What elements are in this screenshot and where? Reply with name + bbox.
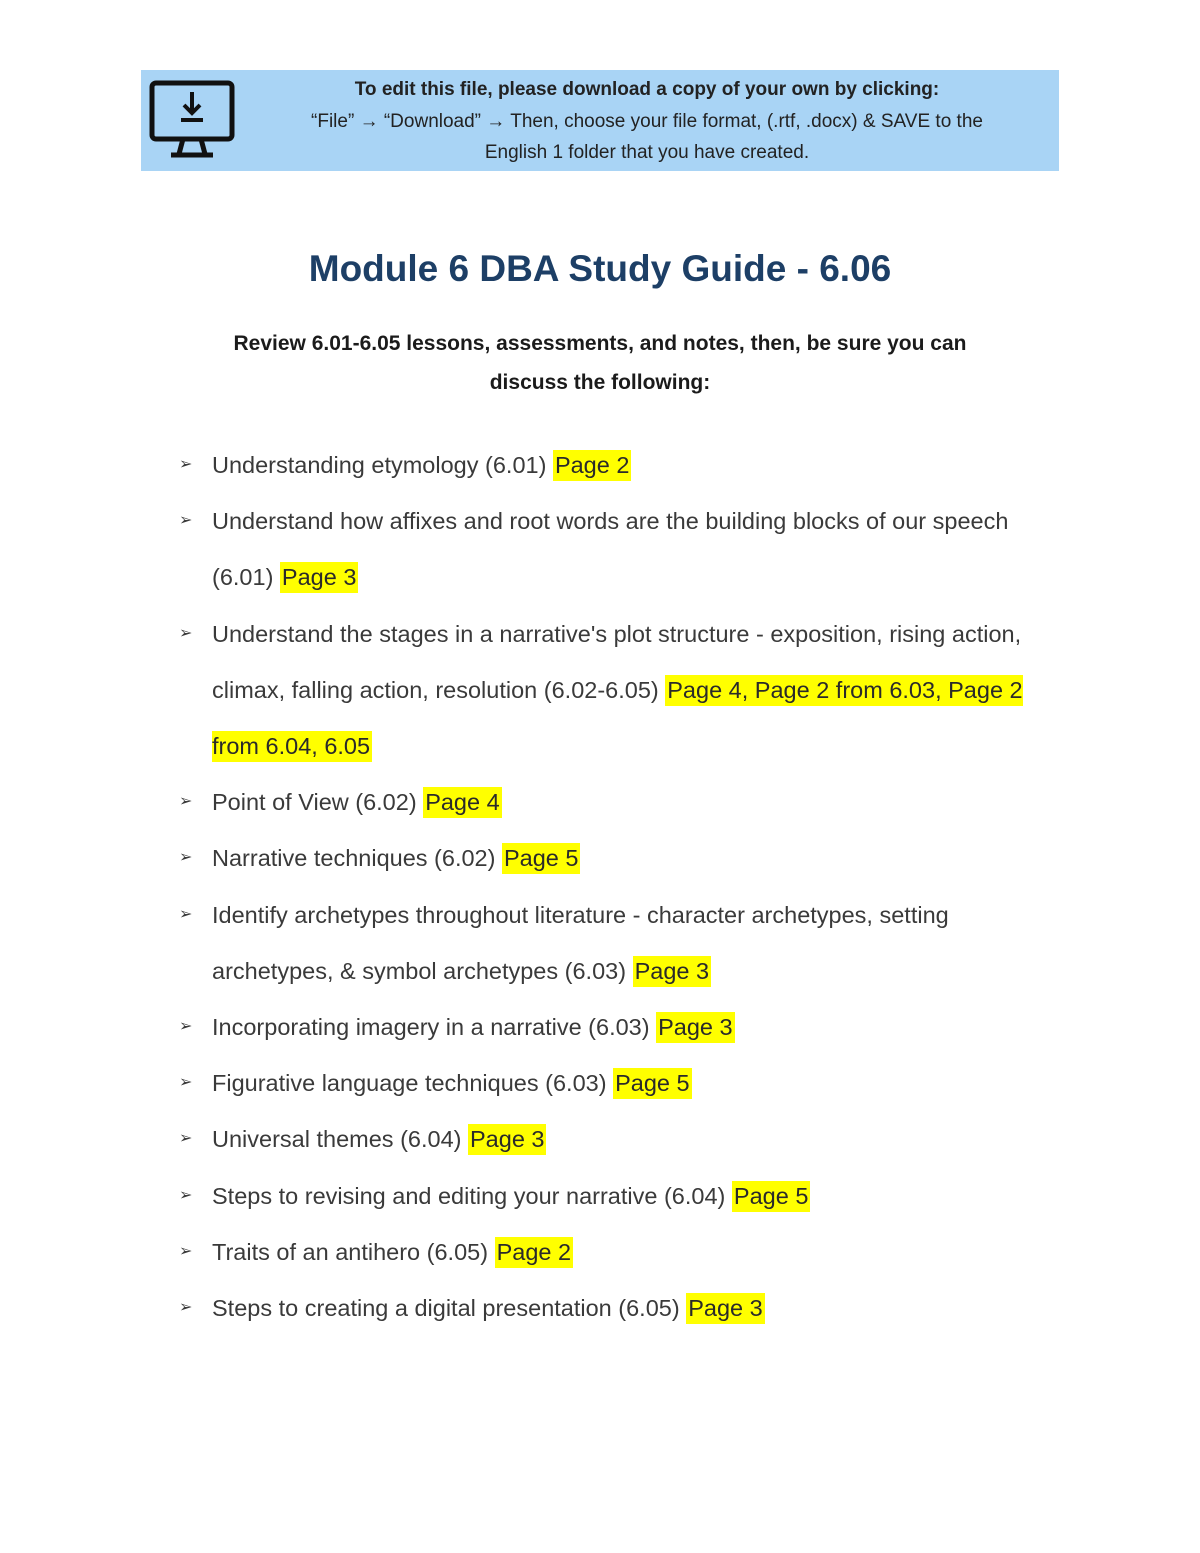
banner-instructions: “File” → “Download” → Then, choose your file format, (.rtf, .docx) & SAVE to the bbox=[311, 111, 983, 132]
list-item bbox=[0, 606, 1032, 775]
list-item bbox=[0, 1224, 1032, 1280]
arrow-bullet-icon: ➢ bbox=[179, 1299, 193, 1317]
list-item bbox=[0, 1111, 1032, 1167]
banner-text bbox=[241, 74, 1053, 168]
page-reference-highlight: Page 3 bbox=[633, 956, 711, 987]
list-item bbox=[0, 887, 1032, 999]
page-reference-highlight: Page 2 bbox=[553, 450, 631, 481]
page-reference-highlight: Page 5 bbox=[502, 843, 580, 874]
list-item bbox=[0, 999, 1032, 1055]
arrow-bullet-icon: ➢ bbox=[179, 905, 193, 923]
list-item bbox=[0, 774, 1032, 830]
topic-text: Figurative language techniques (6.03) bbox=[212, 1070, 607, 1097]
computer-download-icon bbox=[149, 80, 235, 160]
page-reference-highlight: Page 3 bbox=[280, 562, 358, 593]
list-item bbox=[0, 493, 1032, 605]
list-item bbox=[0, 830, 1032, 886]
arrow-bullet-icon: ➢ bbox=[179, 1130, 193, 1148]
page-reference-highlight: Page 3 bbox=[686, 1293, 764, 1324]
page-reference-highlight: Page 4, Page 2 from 6.03, Page 2 from 6.04, 6.05 bbox=[212, 675, 1023, 762]
intro-line-1: Review 6.01-6.05 lessons, assessments, and notes, then, be sure you can bbox=[233, 332, 967, 355]
topic-text: Incorporating imagery in a narrative (6.03) bbox=[212, 1014, 650, 1041]
arrow-bullet-icon: ➢ bbox=[179, 1242, 193, 1260]
page-reference-highlight: Page 5 bbox=[732, 1181, 810, 1212]
banner-heading: To edit this file, please download a copy of your own by clicking: bbox=[354, 79, 940, 100]
page-reference-highlight: Page 5 bbox=[613, 1068, 691, 1099]
banner-instructions-continued: English 1 folder that you have created. bbox=[484, 142, 810, 163]
topic-text: Steps to revising and editing your narrative (6.04) bbox=[212, 1182, 726, 1209]
page-reference-highlight: Page 3 bbox=[468, 1124, 546, 1155]
arrow-bullet-icon: ➢ bbox=[179, 1186, 193, 1204]
arrow-bullet-icon: ➢ bbox=[179, 793, 193, 811]
topic-text: Understand the stages in a narrative's plot structure - exposition, rising action, climax, falling action, resolution (6.02-6.05) bbox=[212, 620, 1022, 703]
page-title: Module 6 DBA Study Guide - 6.06 bbox=[308, 248, 892, 289]
topic-text: Understanding etymology (6.01) bbox=[212, 452, 547, 478]
topic-list bbox=[0, 437, 1200, 1336]
intro-line-2: discuss the following: bbox=[489, 371, 711, 394]
list-item bbox=[0, 437, 1032, 493]
topic-text: Universal themes (6.04) bbox=[212, 1126, 462, 1153]
topic-text: Narrative techniques (6.02) bbox=[212, 845, 496, 872]
page-reference-highlight: Page 4 bbox=[423, 787, 501, 818]
topic-text: Point of View (6.02) bbox=[212, 789, 417, 816]
intro-text bbox=[150, 324, 1050, 402]
arrow-bullet-icon: ➢ bbox=[179, 456, 193, 473]
page-reference-highlight: Page 2 bbox=[495, 1237, 573, 1268]
topic-text: Identify archetypes throughout literature - character archetypes, setting archetypes, & symbol archetypes (6.03) bbox=[212, 901, 949, 984]
arrow-bullet-icon: ➢ bbox=[179, 512, 193, 530]
topic-text: Understand how affixes and root words are the building blocks of our speech (6.01) bbox=[212, 508, 1009, 591]
page-reference-highlight: Page 3 bbox=[656, 1012, 734, 1043]
arrow-bullet-icon: ➢ bbox=[179, 1074, 193, 1092]
arrow-bullet-icon: ➢ bbox=[179, 849, 193, 867]
arrow-bullet-icon: ➢ bbox=[179, 624, 193, 642]
download-instructions-banner bbox=[141, 70, 1059, 171]
topic-text: Traits of an antihero (6.05) bbox=[212, 1238, 489, 1265]
arrow-bullet-icon: ➢ bbox=[179, 1018, 193, 1036]
topic-text: Steps to creating a digital presentation (6.05) bbox=[212, 1295, 680, 1322]
list-item bbox=[0, 1280, 1032, 1336]
list-item bbox=[0, 1168, 1032, 1224]
list-item bbox=[0, 1055, 1032, 1111]
